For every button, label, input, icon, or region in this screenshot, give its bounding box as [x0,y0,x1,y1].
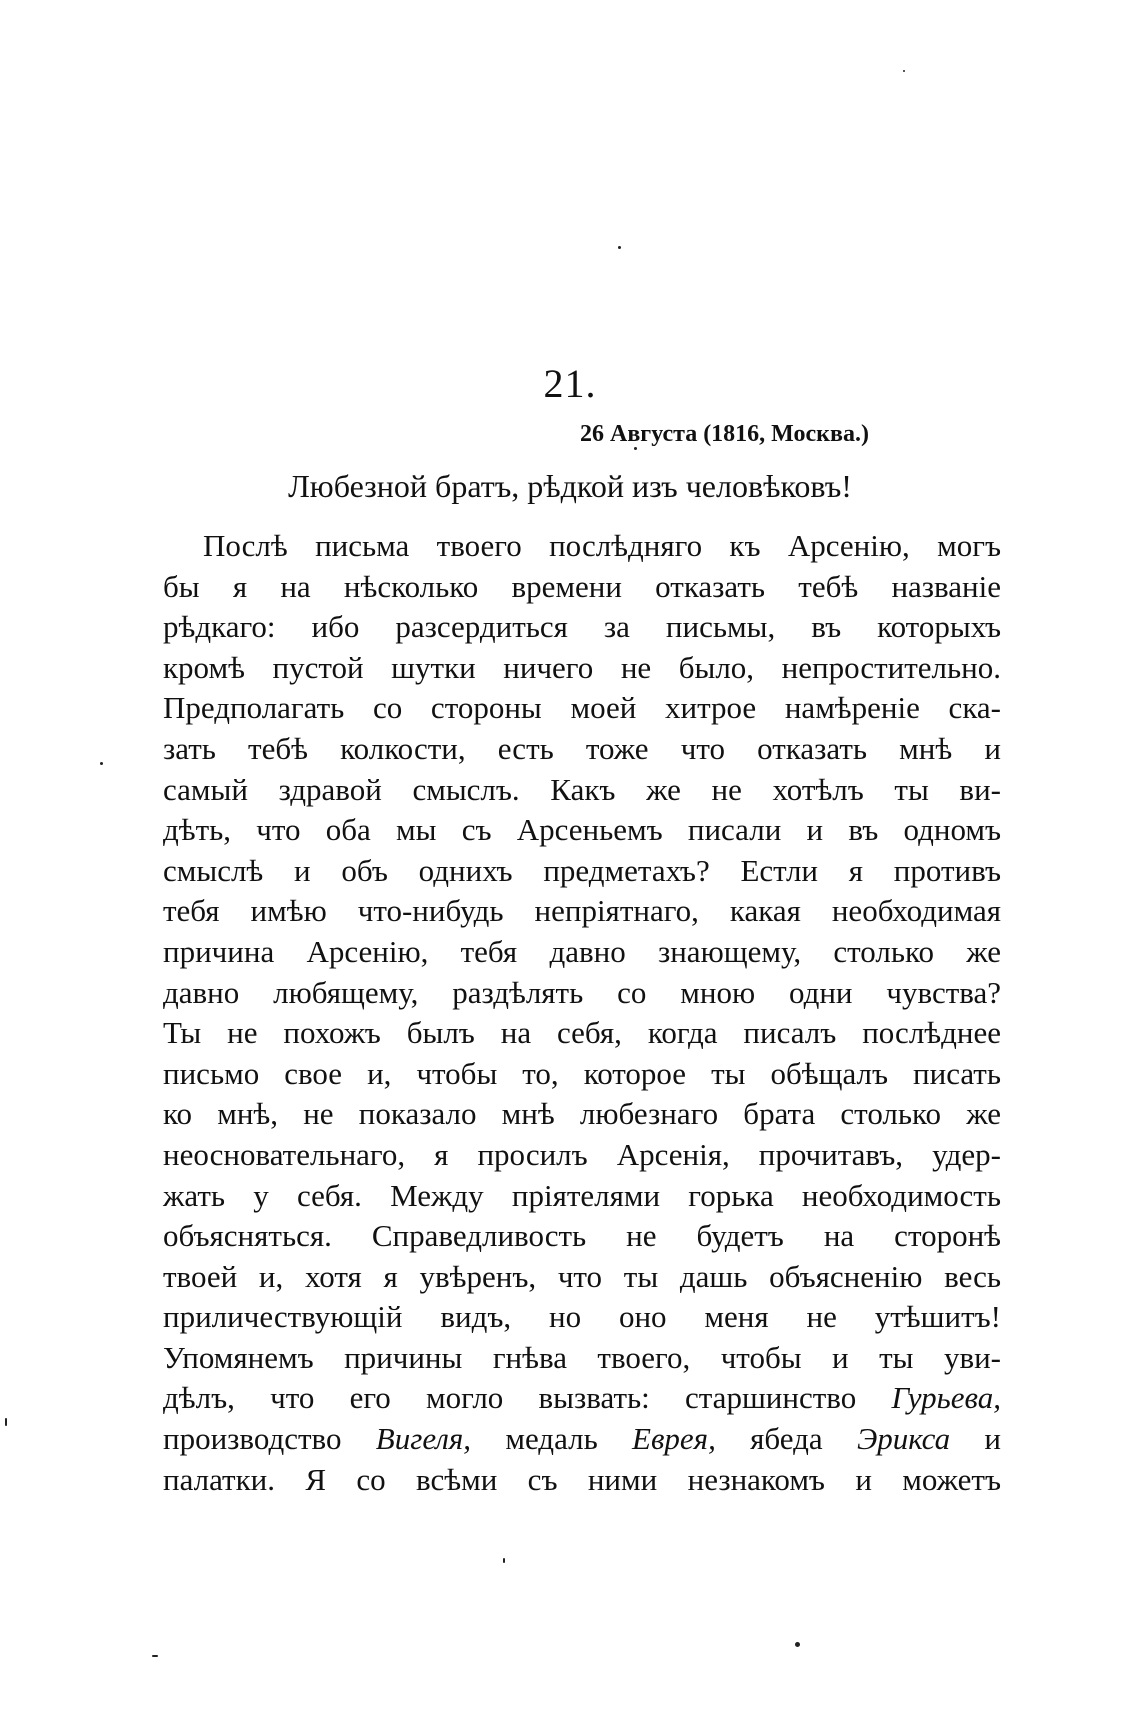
body-line: твоей и, хотя я увѣренъ, что ты дашь объясненію весь [163,1258,1001,1294]
scan-speck [903,70,905,72]
body-line: жать у себя. Между пріятелями горька необходимость [163,1177,1001,1213]
scan-speck [795,1642,800,1647]
body-line-text: дѣлъ, что его могло вызвать: старшинство [163,1380,857,1416]
scan-speck [634,447,637,450]
scan-speck [152,1655,158,1657]
letter-salutation: Любезной братъ, рѣдкой изъ человѣковъ! [288,468,852,504]
body-line: дѣть, что оба мы съ Арсеньемъ писали и въ одномъ [163,812,1001,848]
body-line [163,1378,1001,1419]
body-line: объясняться. Справедливость не будетъ на сторонѣ [163,1218,1001,1254]
body-line: рѣдкаго: ибо разсердиться за письмы, въ которыхъ [163,609,1001,645]
body-line: кромѣ пустой шутки ничего не было, непростительно. [163,649,1001,685]
scan-speck [100,762,103,765]
body-line: причина Арсенію, тебя давно знающему, столько же [163,933,1001,969]
body-line-text: ябеда [715,1421,857,1457]
body-line-text: медаль [471,1421,633,1457]
italic-name-guryev: Гурьева, [891,1380,1002,1416]
body-line: Ты не похожъ былъ на себя, когда писалъ послѣднее [163,1015,1001,1051]
body-line: тебя имѣю что-нибудь непріятнаго, какая необходимая [163,893,1001,929]
body-line: Упомянемъ причины гнѣва твоего, чтобы и ты уви- [163,1339,1001,1375]
body-line [163,1419,1001,1460]
italic-name-vigel: Вигеля, [375,1421,471,1457]
italic-name-eriks: Эрикса [857,1421,951,1457]
letter-body [163,526,1001,1500]
body-line: самый здравой смыслъ. Какъ же не хотѣлъ ты ви- [163,771,1001,807]
body-line: приличествующій видъ, но оно меня не утѣшитъ! [163,1299,1001,1335]
body-line: палатки. Я со всѣми съ ними незнакомъ и можетъ [163,1461,1001,1497]
body-line: Предполагать со стороны моей хитрое намѣреніе ска- [163,690,1001,726]
body-line-text: и [950,1421,1001,1457]
body-line-text: производство [163,1421,376,1457]
letter-number: 21. [543,361,597,406]
letter-date: 26 Августа (1816, Москва.) [580,421,869,447]
body-line: зать тебѣ колкости, есть тоже что отказать мнѣ и [163,730,1001,766]
body-line: смыслѣ и объ однихъ предметахъ? Естли я противъ [163,852,1001,888]
body-line: давно любящему, раздѣлять со мною одни чувства? [163,974,1001,1010]
scan-speck [618,246,621,249]
body-line: бы я на нѣсколько времени отказать тебѣ названіе [163,568,1001,604]
body-line: Послѣ письма твоего послѣдняго къ Арсенію, могъ [203,528,1001,563]
body-line: неосновательнаго, я просилъ Арсенія, прочитавъ, удер- [163,1136,1001,1172]
italic-name-evrey: Еврея, [632,1421,716,1457]
body-line: письмо свое и, чтобы то, которое ты обѣщалъ писать [163,1055,1001,1091]
scan-speck [5,1418,7,1426]
body-line: ко мнѣ, не показало мнѣ любезнаго брата столько же [163,1096,1001,1132]
scan-speck [503,1558,505,1563]
